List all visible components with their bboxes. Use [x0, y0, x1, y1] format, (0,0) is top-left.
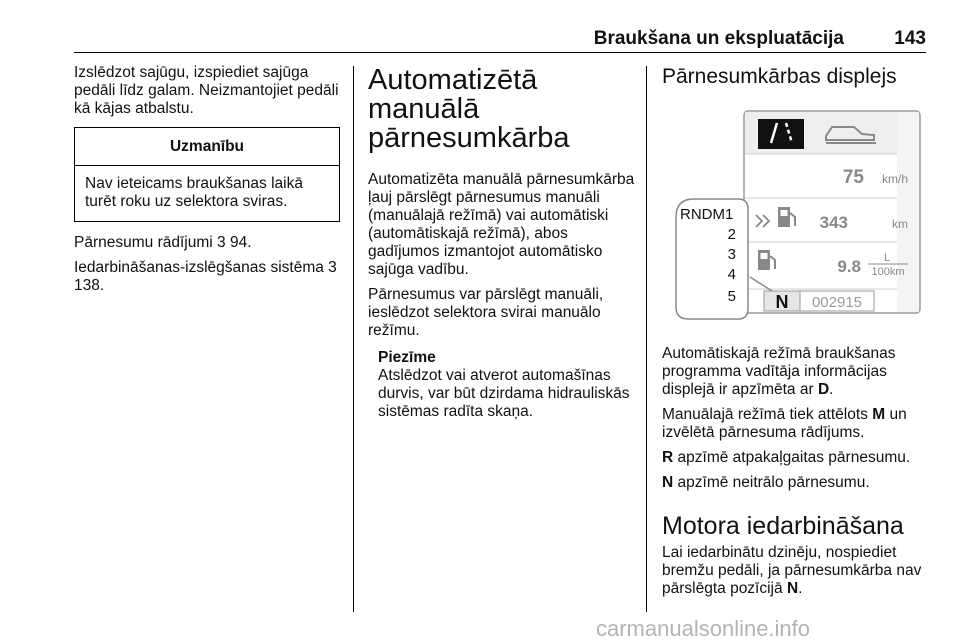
- amt-paragraph-2: Pārnesumus var pārslēgt manuāli, ieslēdzot selektora svirai manuālo režīmu.: [368, 286, 604, 339]
- column-2: [368, 64, 640, 421]
- gear-2: 2: [727, 226, 736, 243]
- section-heading-display: Pārnesumkārbas displejs: [662, 65, 897, 88]
- page-header: [74, 28, 926, 50]
- column-divider-2: [646, 66, 647, 612]
- speed-unit: km/h: [881, 172, 908, 186]
- letter-n-2: N: [786, 580, 799, 597]
- caution-title: Uzmanību: [75, 128, 339, 166]
- clutch-paragraph: Izslēdzot sajūgu, izspiediet sajūga pedāli līdz galam. Neizmantojiet pedāli kā kājas atbalstu.: [74, 64, 339, 117]
- note-title: Piezīme: [378, 349, 436, 366]
- manual-mode-paragraph: Manuālajā režīmā tiek attēlots M un izvēlētā pārnesuma rādījums.: [662, 406, 907, 441]
- note-text: Atslēdzot vai atverot automašīnas durvis, var būt dzirdama hidrauliskās sistēmas radīta skaņa.: [378, 367, 630, 420]
- range-value: 343: [819, 213, 848, 232]
- column-3: [662, 64, 932, 605]
- page-ref-icon: 3: [217, 234, 226, 251]
- letter-d: D: [817, 381, 830, 398]
- start-stop-reference: Iedarbināšanas-izslēgšanas sistēma 3 138.: [74, 259, 337, 294]
- page-number: 143: [894, 28, 926, 49]
- amt-paragraph-1: Automatizēta manuālā pārnesumkārba ļauj pārslēgt pārnesumus manuāli (manuālajā režīmā) vai automātiski (automātiskajā režīmā), abos gadījumos izmantojot automātisko sajūga vadību.: [368, 171, 635, 278]
- letter-m: M: [872, 406, 886, 423]
- page-link-138[interactable]: 138.: [74, 277, 105, 294]
- odometer-value: 002915: [811, 294, 863, 311]
- gear-4: 4: [727, 266, 736, 283]
- auto-mode-paragraph: Automātiskajā režīmā braukšanas programma vadītāja informācijas displejā ir apzīmēta ar D.: [662, 345, 896, 398]
- header-rule: [74, 52, 926, 53]
- column-divider-1: [353, 66, 354, 612]
- section-heading-engine-start: Motora iedarbināšana: [662, 512, 904, 540]
- consumption-unit-top: L: [883, 252, 891, 264]
- reverse-paragraph: R apzīmē atpakaļgaitas pārnesumu.: [662, 449, 911, 466]
- range-unit: km: [892, 217, 908, 231]
- caution-box: [74, 127, 340, 222]
- gearbox-display-figure: [666, 109, 924, 324]
- rndm-label: RNDM1: [680, 206, 734, 223]
- neutral-paragraph: N apzīmē neitrālo pārnesumu.: [662, 474, 870, 491]
- watermark: carmanualsonline.info: [596, 616, 811, 641]
- section-heading-amt: Automatizētā manuālā pārnesumkārba: [368, 64, 570, 154]
- display-illustration: [666, 109, 924, 324]
- page-link-94[interactable]: 94.: [229, 234, 252, 251]
- letter-n: N: [662, 474, 674, 491]
- caution-text: Nav ieteicams braukšanas laikā turēt roku uz selektora sviras.: [85, 175, 303, 210]
- page-ref-icon: 3: [328, 259, 337, 276]
- consumption-value: 9.8: [837, 257, 861, 276]
- engine-start-paragraph: Lai iedarbinātu dzinēju, nospiediet bremžu pedāli, ja pārnesumkārba nav pārslēgta pozīcijā N.: [662, 544, 922, 597]
- gear-indicator: N: [775, 292, 789, 312]
- note-block: [378, 349, 640, 421]
- letter-r: R: [662, 449, 674, 466]
- gear-5: 5: [727, 288, 736, 305]
- gear-indicator-reference: Pārnesumu rādījumi 3 94.: [74, 234, 252, 251]
- speed-value: 75: [842, 167, 864, 188]
- lane-icon: [758, 119, 804, 149]
- column-1: [74, 64, 340, 302]
- consumption-unit-bottom: 100km: [871, 266, 905, 278]
- header-title: Braukšana un ekspluatācija: [593, 28, 844, 49]
- gear-3: 3: [727, 246, 736, 263]
